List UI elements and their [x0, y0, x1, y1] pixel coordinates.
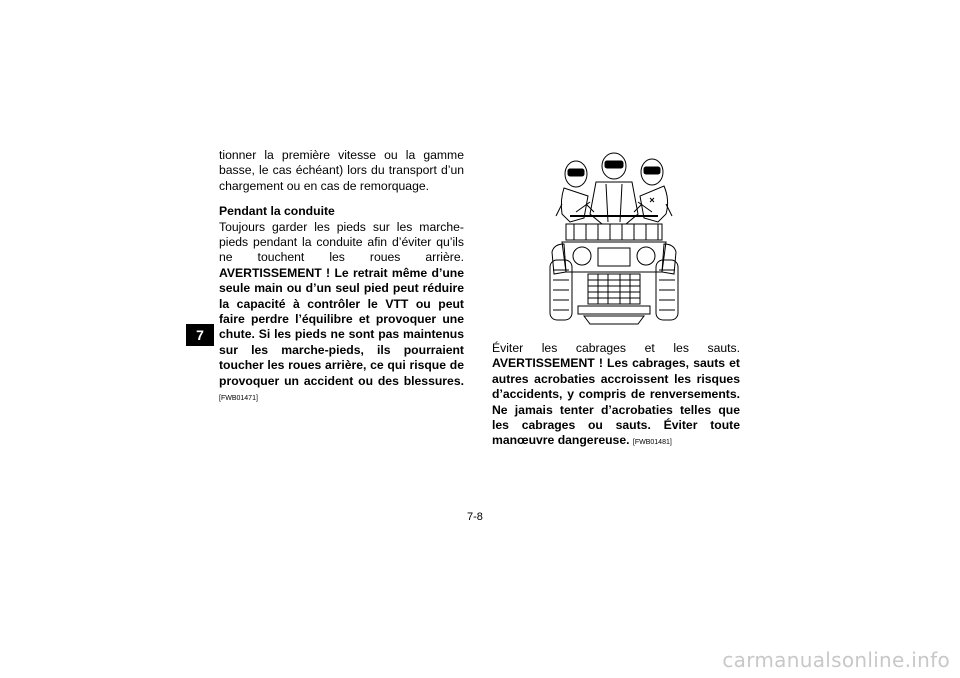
page-number: 7-8 — [467, 511, 483, 523]
riding-warning-text: AVERTISSEMENT ! Le retrait même d’une seule main ou d’un seul pied peut réduire la capacité à contrôler le VTT ou peut faire perdre l’équilibre et provoquer une chute. Si les pieds ne sont pas maintenus sur les marche-pieds, ils pourraient toucher les roues arrière, ce qui risque de provoquer un accident ou des blessures. — [219, 265, 464, 388]
right-column — [492, 341, 740, 451]
jumps-body-text: Éviter les cabrages et les sauts. — [492, 341, 740, 355]
left-column — [219, 148, 464, 407]
watermark: carmanualsonline.info — [722, 648, 950, 672]
atv-with-three-riders-illustration — [548, 152, 680, 330]
warning-code: [FWB01471] — [219, 395, 258, 403]
warning-code: [FWB01481] — [632, 439, 672, 447]
chapter-tab: 7 — [186, 324, 214, 346]
jumps-paragraph — [492, 341, 740, 451]
riding-body-text: Toujours garder les pieds sur les marche-pieds pendant la conduite afin d’éviter qu’ils ne touchent les roues arrière. — [219, 219, 464, 265]
riding-paragraph — [219, 220, 464, 407]
intro-paragraph: tionner la première vitesse ou la gamme basse, le cas échéant) lors du transport d’un chargement ou en cas de remorquage. — [219, 148, 464, 193]
jumps-warning-text: AVERTISSEMENT ! Les cabrages, sauts et autres acrobaties accroissent les risques d’accidents, y compris de renversements. Ne jamais tenter d’acrobaties telles que les cabrages ou sauts. Éviter toute manœuvre dangereuse. — [492, 356, 740, 448]
section-heading: Pendant la conduite — [219, 204, 335, 219]
